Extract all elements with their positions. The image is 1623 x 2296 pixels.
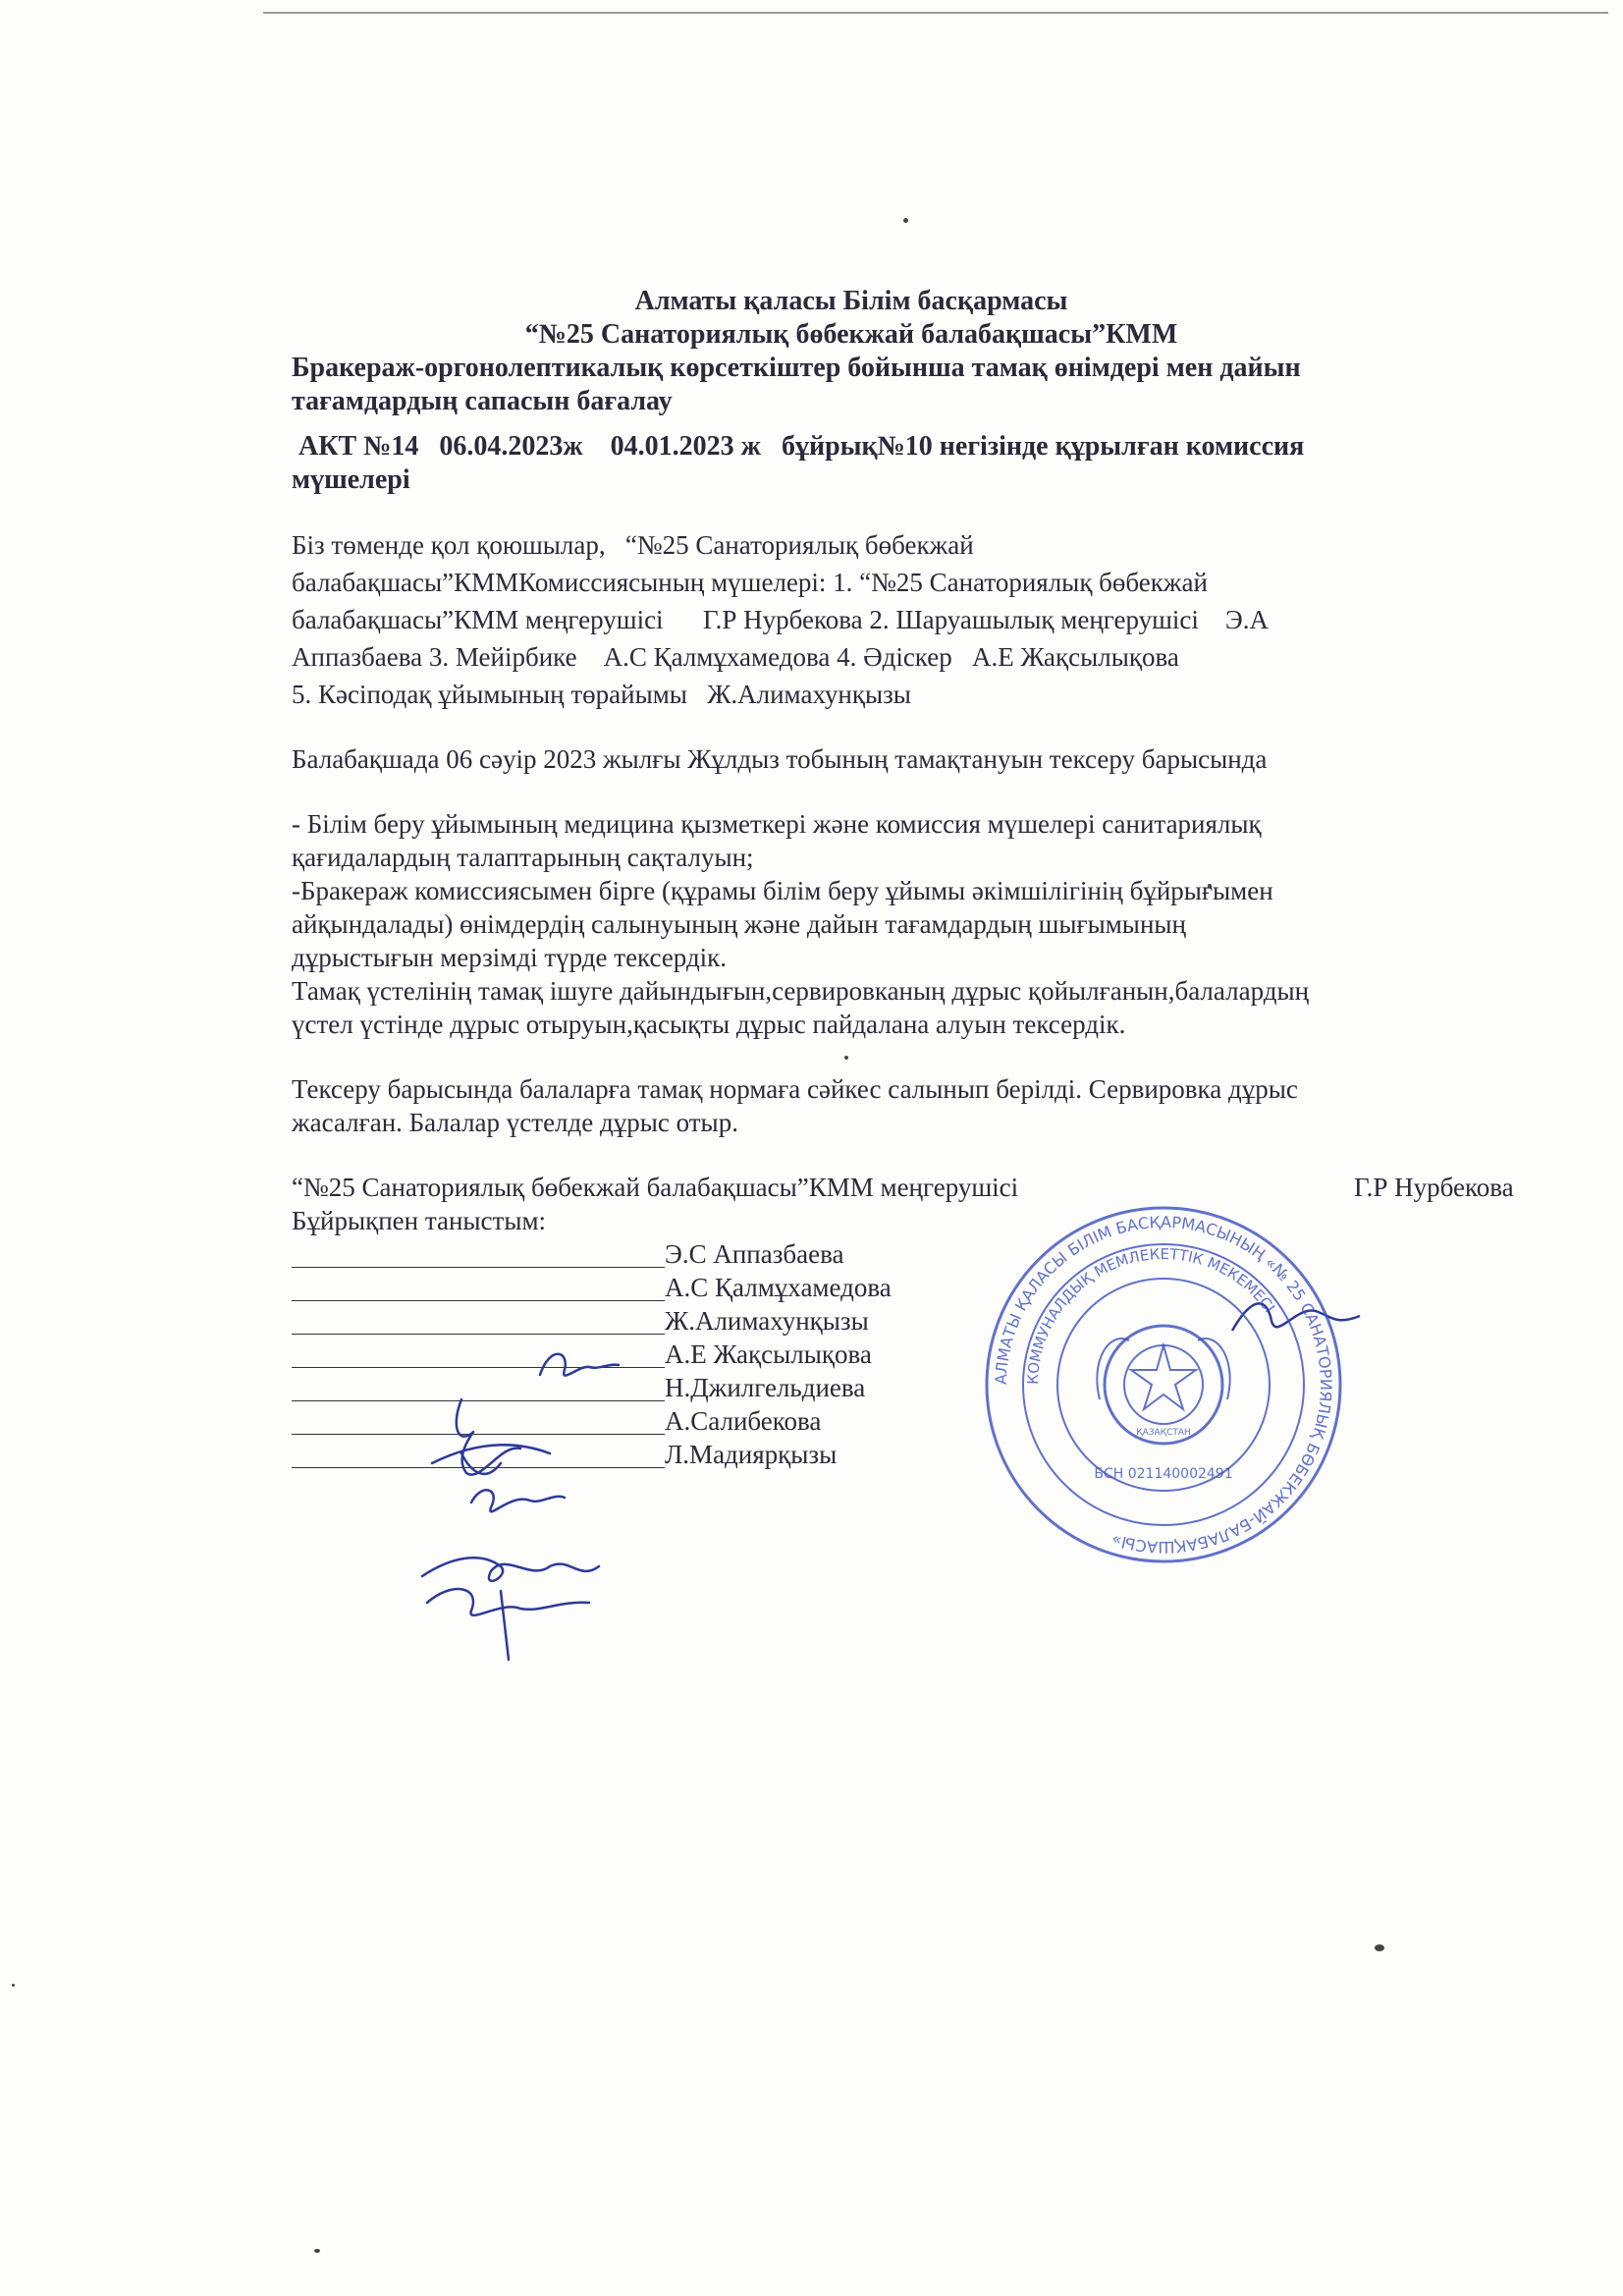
signature-row [292, 1271, 1568, 1304]
signature-line [292, 1334, 665, 1335]
findings-line-6: Тамақ үстелінің тамақ ішуге дайындығын,сервировканың дұрыс қойылғанын,балалардың [292, 976, 1310, 1006]
intro-line-3: балабақшасы”КММ меңгерушісі Г.Р Нурбекова 2. Шаруашылық меңгерушісі Э.А [292, 605, 1269, 634]
svg-text:АЛМАТЫ ҚАЛАСЫ БІЛІМ БАСҚАРМАСЫ [992, 1213, 1335, 1557]
signature-row [292, 1237, 1568, 1271]
signature-line [292, 1300, 665, 1301]
stamp-inner-text: КОММУНАЛДЫҚ МЕМЛЕКЕТТІК МЕКЕМЕСІ [1023, 1244, 1279, 1386]
signatory-name: Н.Джилгельдиева [665, 1373, 866, 1402]
document-title-line-1: Бракераж-оргонолептикалық көрсеткіштер бойынша тамақ өнімдері мен дайын [292, 353, 1301, 383]
director-name: Г.Р Нурбекова [1354, 1173, 1514, 1202]
stamp-emblem-label: ҚАЗАҚСТАН [1136, 1428, 1191, 1438]
header-organization: Алматы қаласы Білім басқармасы [634, 286, 1068, 316]
intro-line-4: Аппазбаева 3. Мейірбике А.С Қалмұхамедова 4. Әдіскер А.Е Жақсылықова [292, 642, 1179, 672]
act-number-line-2: мүшелері [292, 465, 410, 495]
stamp-outer-text: АЛМАТЫ ҚАЛАСЫ БІЛІМ БАСҚАРМАСЫНЫҢ «№ 25 САНАТОРИЯЛЫҚ БӨБЕКЖАЙ-БАЛАБАҚШАСЫ» [991, 1212, 1336, 1558]
conclusion-line-1: Тексеру барысында балаларға тамақ нормаға сәйкес салынып берілді. Сервировка дұрыс [292, 1074, 1298, 1104]
signatory-name: Л.Мадиярқызы [665, 1440, 838, 1469]
signature-line [292, 1267, 665, 1268]
signatory-name: А.С Қалмұхамедова [665, 1273, 892, 1302]
scan-speck [903, 218, 908, 223]
official-stamp [982, 1203, 1345, 1566]
intro-line-2: балабақшасы”КММКомиссиясының мүшелері: 1. “№25 Санаториялық бөбекжай [292, 568, 1208, 597]
acknowledged-label: Бұйрықпен таныстым: [292, 1206, 547, 1235]
intro-line-5: 5. Кәсіподақ ұйымының төрайымы Ж.Алимахунқызы [292, 680, 911, 709]
findings-line-7: үстел үстінде дұрыс отыруын,қасықты дұрыс пайдалана алуын тексердік. [292, 1010, 1126, 1039]
document-title-line-2: тағамдардың сапасын бағалау [292, 386, 673, 416]
findings-line-4: айқындалады) өнімдердің салынуының және дайын тағамдардың шығымының [292, 909, 1186, 939]
scan-speck [1375, 1944, 1384, 1951]
act-number-line: АКТ №14 06.04.2023ж 04.01.2023 ж бұйрық№10 негізінде құрылған комиссия [292, 431, 1305, 462]
findings-line-3: -Бракераж комиссиясымен бірге (құрамы білім беру ұйымы әкімшілігінің бұйрығымен [292, 876, 1273, 905]
document-body [292, 285, 1568, 1471]
director-label: “№25 Санаториялық бөбекжай балабақшасы”КММ меңгерушісі [292, 1173, 1019, 1202]
signatory-name: А.Е Жақсылықова [665, 1339, 872, 1369]
stamp-bin: БСН 021140002491 [1094, 1466, 1233, 1482]
conclusion-line-2: жасалған. Балалар үстелде дұрыс отыр. [292, 1108, 738, 1137]
findings-line-2: қағидалардың талаптарының сақталуын; [292, 843, 754, 872]
handwritten-signatures [393, 1345, 668, 1679]
scan-speck [314, 2249, 320, 2253]
findings-line-5: дұрыстығын мерзімді түрде тексердік. [292, 943, 728, 972]
director-signature-line [292, 1171, 1568, 1204]
signatory-name: Э.С Аппазбаева [665, 1239, 844, 1269]
findings-line-1: - Білім беру ұйымының медицина қызметкері және комиссия мүшелері санитариялық [292, 809, 1262, 839]
scan-edge-line [263, 12, 1608, 14]
scan-speck [12, 1984, 15, 1987]
header-institution: “№25 Санаториялық бөбекжай балабақшасы”КММ [524, 319, 1178, 350]
signature-row [292, 1304, 1568, 1338]
check-sentence: Балабақшада 06 сәуір 2023 жылғы Жұлдыз тобының тамақтануын тексеру барысында [292, 744, 1268, 774]
signatory-name: А.Салибекова [665, 1406, 822, 1436]
intro-line-1: Біз төменде қол қоюшылар, “№25 Санаториялық бөбекжай [292, 530, 974, 560]
signatory-name: Ж.Алимахунқызы [665, 1306, 869, 1336]
